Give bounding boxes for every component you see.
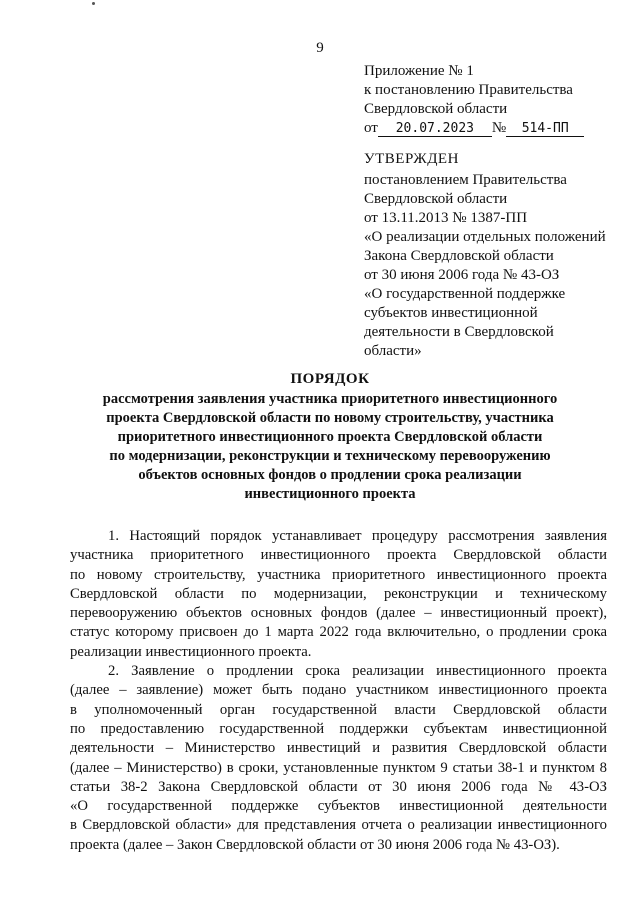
appendix-date-number-line: [364, 119, 624, 138]
approved-line: от 13.11.2013 № 1387-ПП: [364, 210, 528, 226]
approved-line: от 30 июня 2006 года № 43-ОЗ: [364, 267, 560, 283]
approved-heading: УТВЕРЖДЕН: [364, 151, 459, 167]
paragraph-line: (далее – заявление) может быть подано участником инвестиционного проекта: [70, 682, 607, 699]
from-prefix: от: [364, 120, 378, 136]
paragraph-line: перевооружению объектов основных фондов (далее – инвестиционный проект),: [70, 605, 607, 622]
appendix-line: Приложение № 1: [364, 63, 474, 79]
approved-line: области»: [364, 343, 422, 359]
paragraph-line: статьи 38-2 Закона Свердловской области от 30 июня 2006 года № 43-ОЗ: [70, 778, 607, 795]
paragraph-line: «О государственной поддержке субъектов инвестиционной деятельности: [70, 798, 607, 815]
paragraph-2: [70, 662, 607, 855]
approved-line: Свердловской области: [364, 191, 508, 207]
number-prefix: №: [491, 120, 507, 136]
page-number: 9: [316, 40, 324, 56]
title-line: проекта Свердловской области по новому строительству, участника: [106, 410, 554, 426]
document-title: [60, 370, 600, 504]
paragraph-line: реализации инвестиционного проекта.: [70, 643, 312, 660]
approved-line: «О реализации отдельных положений: [364, 229, 606, 245]
paragraph-line: проекта (далее – Закон Свердловской области от 30 июня 2006 года № 43-ОЗ).: [70, 836, 560, 853]
paragraph-line: в уполномоченный орган государственной власти Свердловской области: [70, 701, 607, 718]
approved-line: субъектов инвестиционной: [364, 305, 538, 321]
approved-line: деятельности в Свердловской: [364, 324, 554, 340]
approved-block: [364, 150, 624, 361]
title-line: объектов основных фондов о продлении срока реализации: [138, 467, 522, 483]
paragraph-line: 1. Настоящий порядок устанавливает процедуру рассмотрения заявления: [108, 528, 607, 544]
title-main: ПОРЯДОК: [290, 371, 370, 387]
handwritten-date: 20.07.2023: [378, 121, 492, 137]
handwritten-number: 514-ПП: [506, 121, 584, 137]
paragraph-line: в Свердловской области» для представления отчета о реализации инвестиционного: [70, 817, 607, 834]
scan-speck: [92, 2, 95, 5]
appendix-line: к постановлению Правительства: [364, 82, 573, 98]
title-line: приоритетного инвестиционного проекта Свердловской области: [117, 429, 543, 445]
approved-line: Закона Свердловской области: [364, 248, 554, 264]
approved-line: постановлением Правительства: [364, 172, 567, 188]
paragraph-line: (далее – Министерство) в сроки, установленные пунктом 9 статьи 38-1 и пунктом 8: [70, 759, 607, 776]
title-line: по модернизации, реконструкции и техническому перевооружению: [109, 448, 551, 464]
paragraph-line: Свердловской области по модернизации, реконструкции и техническому: [70, 585, 607, 602]
paragraph-1: [70, 527, 607, 662]
document-body: [70, 527, 607, 855]
title-line: инвестиционного проекта: [244, 486, 416, 502]
approved-line: «О государственной поддержке: [364, 286, 566, 302]
paragraph-line: по предоставлению государственной поддержки субъектам инвестиционной: [70, 720, 607, 737]
paragraph-line: деятельности – Министерство инвестиций и развития Свердловской области: [70, 740, 607, 757]
paragraph-line: статус которому присвоен до 1 марта 2022 года включительно, о продлении срока: [70, 624, 607, 641]
appendix-line: Свердловской области: [364, 101, 508, 117]
paragraph-line: участника приоритетного инвестиционного проекта Свердловской области: [70, 547, 607, 564]
paragraph-line: 2. Заявление о продлении срока реализации инвестиционного проекта: [108, 663, 607, 680]
appendix-block: [364, 62, 624, 138]
paragraph-line: по новому строительству, участника приоритетного инвестиционного проекта: [70, 566, 607, 583]
title-line: рассмотрения заявления участника приоритетного инвестиционного: [102, 391, 558, 407]
